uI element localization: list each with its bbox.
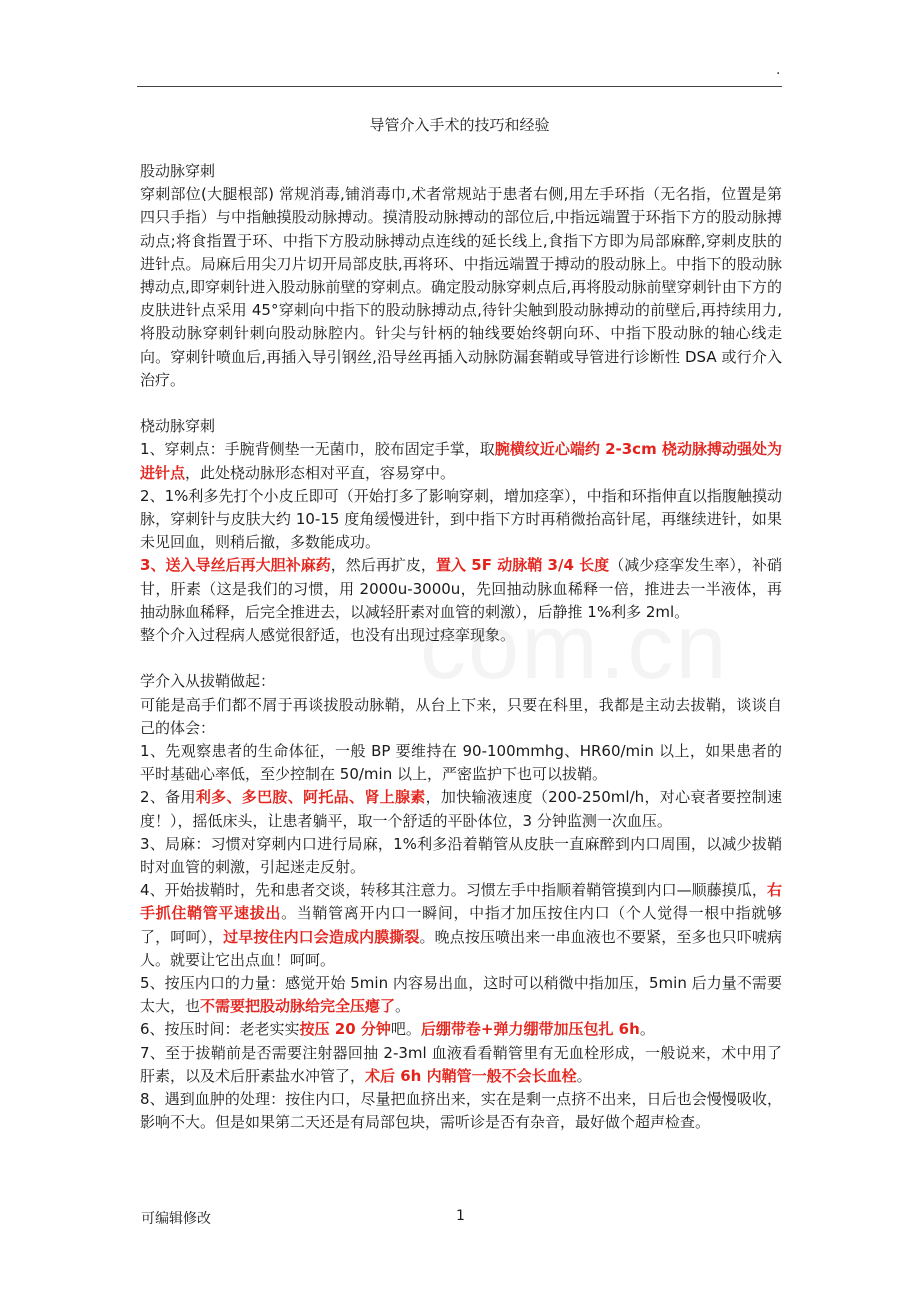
highlight-run: 过早按住内口会造成内膜撕裂: [223, 927, 420, 946]
text-run: 。当鞘管离开内口一瞬间，中指才加压按住内口（个人觉得一根中指就够了，呵呵），: [140, 904, 782, 946]
highlight-run: 术后 6h 内鞘管一般不会长血栓: [365, 1066, 577, 1085]
text-run: 6、按压时间：老老实实: [140, 1020, 300, 1039]
sheath-intro: 可能是高手们都不屑于再谈拔股动脉鞘，从台上下来，只要在科里，我都是主动去拔鞘，谈谈自己的体会：: [140, 695, 782, 737]
footer-editable-note: 可编辑修改: [141, 1211, 211, 1227]
document-body: [140, 160, 782, 1135]
text-run: ，加快输液速度（200-250ml/h，对心衰者要控制速度！），摇低床头，让患者躺平，取一个舒适的平卧体位，3 分钟监测一次血压。: [140, 788, 783, 830]
text-run: （减少痉挛发生率），补硝甘，肝素（这是我们的习惯，用 2000u-3000u，先回抽动脉血稀释一倍，推进去一半液体，再抽动脉血稀释，后完全推进去，以减轻肝素对血管的刺激），后静推 1%利多 2ml。: [140, 556, 782, 621]
text-run: 。晚点按压喷出来一串血液也不要紧，至多也只吓唬病人。就要让它出点血！呵呵。: [140, 927, 782, 969]
sheath-item-3: 3、局麻：习惯对穿刺内口进行局麻，1%利多沿着鞘管从皮肤一直麻醉到内口周围，以减少拔鞘时对血管的刺激，引起迷走反射。: [140, 834, 782, 877]
highlight-run: 后绷带卷+弹力绷带加压包扎 6h: [420, 1020, 640, 1039]
section-heading-sheath: 学介入从拔鞘做起：: [140, 672, 276, 691]
text-run: 7、至于拔鞘前是否需要注射器回抽 2-3ml 血液看看鞘管里有无血栓形成，一般说来，术中用了肝素，以及术后肝素盐水冲管了，: [140, 1043, 782, 1085]
radial-item-2: 2、1%利多先打个小皮丘即可（开始打多了影响穿刺，增加痉挛），中指和环指伸直以指腹触摸动脉，穿刺针与皮肤大约 10-15 度角缓慢进针，到中指下方时再稍微抬高针尾，再继续进针，如果未见回血，则稍后撤，多数能成功。: [140, 486, 782, 552]
section-heading-radial: 桡动脉穿刺: [140, 417, 216, 436]
text-run: 吧。: [390, 1020, 421, 1039]
text-run: 。: [576, 1066, 592, 1085]
highlight-run: 按压 20 分钟: [299, 1020, 391, 1039]
femoral-paragraph: 穿刺部位(大腿根部) 常规消毒,铺消毒巾,术者常规站于患者右侧,用左手环指（无名指，位置是第四只手指）与中指触摸股动脉搏动。摸清股动脉搏动的部位后,中指远端置于环指下方的股动脉搏动点;将食指置于环、中指下方股动脉搏动点连线的延长线上,食指下方即为局部麻醉,穿刺皮肤的进针点。局麻后用尖刀片切开局部皮肤,再将环、中指远端置于搏动的股动脉上。中指下的股动脉搏动点,即穿刺针进入股动脉前壁的穿刺点。确定股动脉穿刺点后,再将股动脉前壁穿刺针由下方的皮肤进针点采用 45°穿刺向中指下的股动脉搏动点,待针尖触到股动脉搏动的前壁后,再持续用力,将股动脉穿刺针刺向股动脉腔内。针尖与针柄的轴线要始终朝向环、中指下股动脉的轴心线走向。穿刺针喷血后,再插入导引钢丝,沿导丝再插入动脉防漏套鞘或导管进行诊断性 DSA 或行介入治疗。: [140, 185, 782, 389]
text-run: ，然后再扩皮，: [330, 556, 436, 575]
text-run: 2、备用: [140, 788, 196, 807]
highlight-run: 腕横纹近心端约 2-3cm 桡动脉搏动强处为进针点: [140, 440, 782, 482]
header-mark: .: [776, 62, 781, 78]
section-heading-femoral: 股动脉穿刺: [140, 162, 216, 180]
radial-item-3: [140, 554, 782, 624]
sheath-item-2: [140, 786, 782, 832]
text-run: ，此处桡动脉形态相对平直，容易穿中。: [185, 463, 456, 482]
highlight-run: 置入 5F 动脉鞘 3/4 长度: [435, 556, 610, 575]
radial-item-1: [140, 438, 782, 484]
sheath-item-7: [140, 1042, 782, 1088]
sheath-item-4: [140, 879, 782, 972]
text-run: 1、穿刺点：手腕背侧垫一无菌巾，胶布固定手掌，取: [140, 440, 495, 459]
sheath-item-8: 8、遇到血肿的处理：按住内口，尽量把血挤出来，实在是剩一点挤不出来，日后也会慢慢吸收，影响不大。但是如果第二天还是有局部包块，需听诊是否有杂音，最好做个超声检查。: [140, 1090, 782, 1132]
text-run: 。: [639, 1020, 655, 1039]
page-number: 1: [456, 1208, 465, 1224]
document-title: 导管介入手术的技巧和经验: [369, 116, 550, 134]
sheath-item-5: [140, 972, 782, 1018]
highlight-run: 利多、多巴胺、阿托品、肾上腺素: [195, 788, 426, 807]
highlight-run: 3、送入导丝后再大胆补麻药: [140, 556, 331, 575]
sheath-item-6: [140, 1018, 782, 1041]
highlight-run: 右手抓住鞘管平速拔出: [140, 881, 782, 923]
header-rule: [137, 86, 782, 87]
radial-summary: 整个介入过程病人感觉很舒适，也没有出现过痉挛现象。: [140, 626, 516, 645]
text-run: 5、按压内口的力量：感觉开始 5min 内容易出血，这时可以稍微中指加压，5min 后力量不需要太大，也: [140, 974, 782, 1016]
text-run: 4、开始拔鞘时，先和患者交谈，转移其注意力。习惯左手中指顺着鞘管摸到内口—顺藤摸瓜，: [140, 881, 767, 900]
highlight-run: 不需要把股动脉给完全压瘪了: [200, 997, 396, 1016]
sheath-item-1: 1、先观察患者的生命体征，一般 BP 要维持在 90-100mmhg、HR60/min 以上，如果患者的平时基础心率低，至少控制在 50/min 以上，严密监护下也可以拔鞘。: [140, 742, 782, 784]
text-run: 。: [395, 997, 411, 1016]
